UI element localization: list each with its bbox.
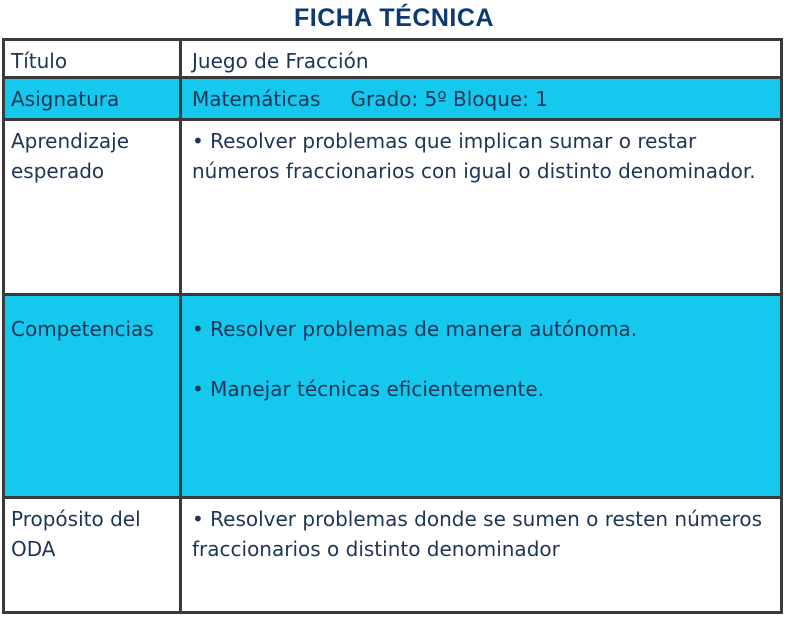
row-competencias xyxy=(5,296,780,499)
row-value-asignatura xyxy=(182,79,780,118)
grado-bloque-value: Grado: 5º Bloque: 1 xyxy=(350,87,548,111)
row-value-aprendizaje xyxy=(182,121,780,293)
row-aprendizaje xyxy=(5,121,780,296)
row-value-titulo: Juego de Fracción xyxy=(192,49,369,73)
row-label-aprendizaje: Aprendizaje esperado xyxy=(5,121,182,293)
row-asignatura xyxy=(5,79,780,121)
asignatura-value: Matemáticas xyxy=(192,87,321,111)
technical-sheet-table xyxy=(2,38,783,614)
aprendizaje-bullet: • Resolver problemas que implican sumar o restar números fraccionarios con igual o distinto denominador. xyxy=(192,129,756,183)
competencias-bullet: • Manejar técnicas eficientemente. xyxy=(192,377,544,401)
row-label-competencias: Competencias xyxy=(5,296,182,496)
competencias-bullet: • Resolver problemas de manera autónoma. xyxy=(192,317,638,341)
row-label-asignatura: Asignatura xyxy=(5,79,182,118)
row-value-proposito xyxy=(182,499,780,611)
page-title: FICHA TÉCNICA xyxy=(293,4,494,32)
proposito-bullet: • Resolver problemas donde se sumen o resten números fraccionarios o distinto denominador xyxy=(192,507,762,561)
row-label-titulo: Título xyxy=(5,41,182,76)
row-label-proposito: Propósito del ODA xyxy=(5,499,182,611)
row-titulo xyxy=(5,41,780,79)
row-value-competencias xyxy=(182,296,780,496)
row-proposito xyxy=(5,499,780,611)
